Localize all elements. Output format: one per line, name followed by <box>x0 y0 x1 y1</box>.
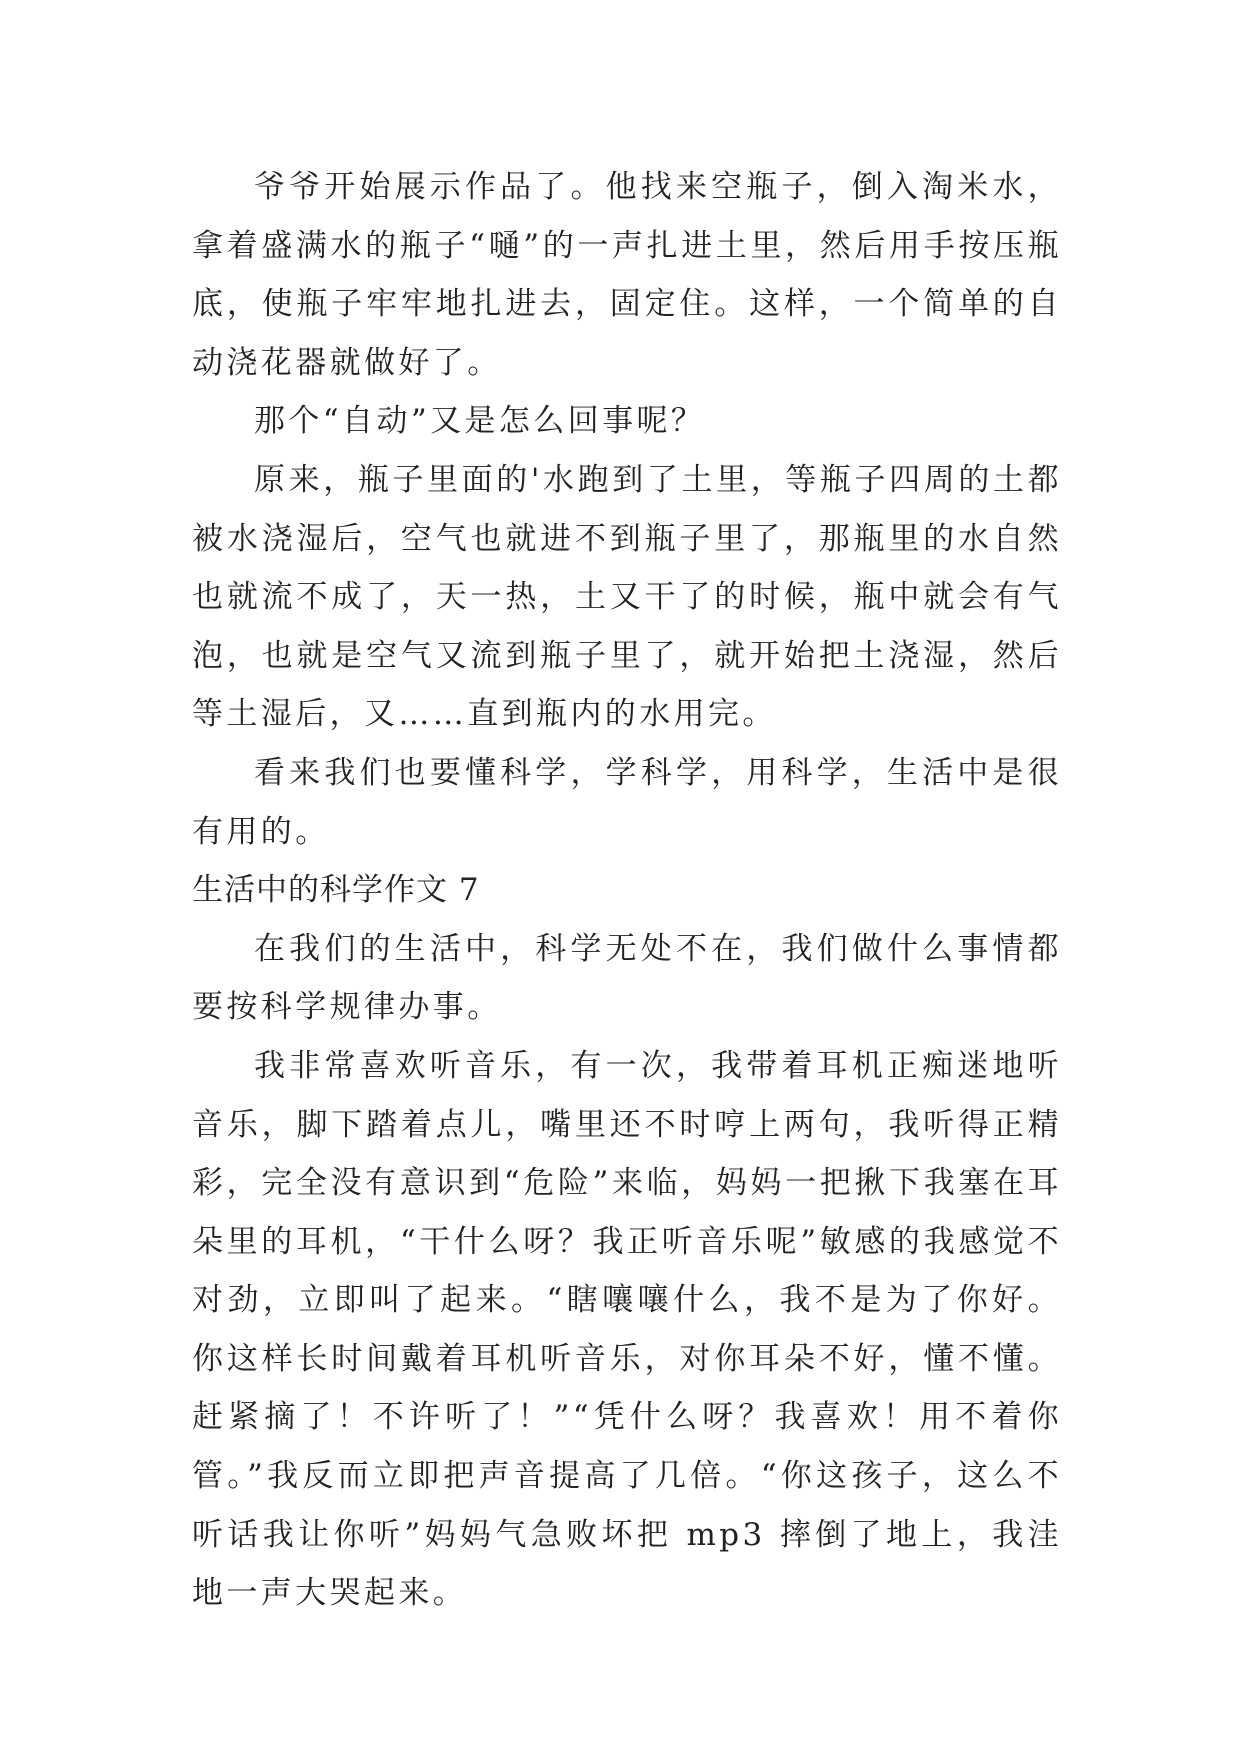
paragraph-question: 那个“自动”又是怎么回事呢？ <box>254 403 706 440</box>
paragraph-conclusion: 看来我们也要懂科学，学科学，用科学，生活中是很有用的。 <box>192 754 1062 850</box>
paragraph-story: 我非常喜欢听音乐，有一次，我带着耳机正痴迷地听音乐，脚下踏着点儿，嘴里还不时哼上两句，我听得正精彩，完全没有意识到“危险”来临，妈妈一把揪下我塞在耳朵里的耳机，“干什么呀？我正听音乐呢”敏感的我感觉不对劲，立即叫了起来。“瞎嚷嚷什么，我不是为了你好。你这样长时间戴着耳机听音乐，对你耳朵不好，懂不懂。赶紧摘了！不许听了！”“凭什么呀？我喜欢！用不着你管。”我反而立即把声音提高了几倍。“你这孩子，这么不听话我让你听”妈妈气急败坏把 mp3 摔倒了地上，我洼地一声大哭起来。 <box>192 1047 1062 1612</box>
paragraph-bottle-demo: 爷爷开始展示作品了。他找来空瓶子，倒入淘米水，拿着盛满水的瓶子“嗵”的一声扎进土里，然后用手按压瓶底，使瓶子牢牢地扎进去，固定住。这样，一个简单的自动浇花器就做好了。 <box>192 169 1062 381</box>
section-heading: 生活中的科学作文 7 <box>192 872 480 909</box>
document-body <box>192 158 1062 1623</box>
paragraph-intro: 在我们的生活中，科学无处不在，我们做什么事情都要按科学规律办事。 <box>192 930 1062 1026</box>
paragraph-explanation: 原来，瓶子里面的'水跑到了土里，等瓶子四周的土都被水浇湿后，空气也就进不到瓶子里了，那瓶里的水自然也就流不成了，天一热，土又干了的时候，瓶中就会有气泡，也就是空气又流到瓶子里了，就开始把土浇湿，然后等土湿后，又……直到瓶内的水用完。 <box>192 461 1062 733</box>
